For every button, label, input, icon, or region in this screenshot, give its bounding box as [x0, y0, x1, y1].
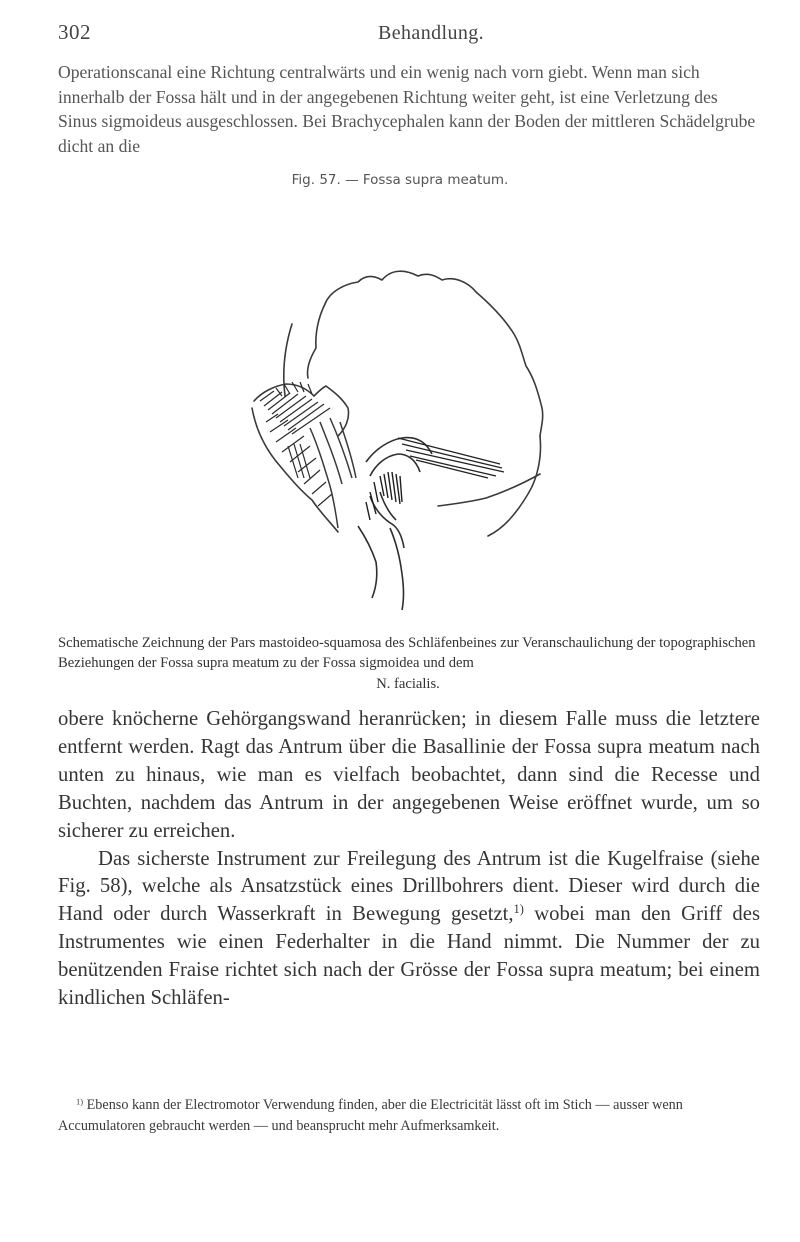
footnote-reference: 1): [513, 902, 524, 917]
zygoma-hatch: [398, 438, 504, 478]
zygomatic-line: [438, 474, 540, 506]
figure-title: Fig. 57. — Fossa supra meatum.: [291, 172, 509, 188]
squama-left-edge: [307, 304, 325, 378]
facial-nerve-hatch: [366, 472, 402, 520]
figure-caption: [58, 633, 758, 694]
figure-illustration: [170, 196, 640, 636]
page-header: [58, 20, 748, 54]
body-paragraph-2: [58, 846, 760, 1013]
body-paragraph-2-part1: Das sicherste Instrument zur Freilegung des Antrum ist die Kugelfraise (siehe Fig. 58), welche als Ansatzstück eines Drillbohrers dient. Dieser wird durch die Hand oder durch Wasserkraft in Bewegung gesetzt,: [58, 847, 760, 926]
squama-contour: [325, 271, 543, 436]
mastoid-hatching: [260, 391, 332, 506]
right-lower-edge: [488, 436, 541, 536]
footnote-marker: 1): [76, 1096, 84, 1107]
footnote-text: Ebenso kann der Electromotor Verwendung finden, aber die Electricität lässt oft im Stich — ausser wenn Accumulatoren gebraucht werden — und beansprucht mehr Aufmerksamkeit.: [58, 1097, 683, 1134]
figure-caption-text: Schematische Zeichnung der Pars mastoideo-squamosa des Schläfenbeines zur Veranschaulichung der topographischen Beziehungen der Fossa supra meatum zu der Fossa sigmoidea und dem: [58, 635, 756, 672]
paragraph-top: Operationscanal eine Richtung centralwärts und ein wenig nach vorn giebt. Wenn man sich innerhalb der Fossa hält und in der angegebenen Richtung weiter geht, ist eine Verletzung des Sinus sigmoideus ausgeschlossen. Bei Brachycephalen kann der Boden der mittleren Schädelgrube dicht an die: [58, 62, 756, 157]
meatus-region: [358, 438, 432, 610]
page-number: 302: [58, 20, 91, 44]
body-paragraph-2-part2: wobei man den Griff des Instrumentes wie einen Federhalter in die Hand nimmt. Die Nummer der zu benützenden Fraise richtet sich nach der Grösse der Fossa supra meatum; bei einem kindlichen Schläfen-: [58, 903, 760, 1010]
footnote: [58, 1095, 760, 1137]
body-text: [58, 706, 760, 1013]
body-paragraph-1: obere knöcherne Gehörgangswand heranrücken; in diesem Falle muss die letztere entfernt werden. Ragt das Antrum über die Basallinie der Fossa supra meatum nach unten zu hinaus, wie man es vielfach beobachtet, dann sind die Recesse und Buchten, nachdem das Antrum in der angegebenen Weise eröffnet wurde, um so sicherer zu erreichen.: [58, 708, 760, 842]
running-head: Behandlung.: [378, 22, 485, 44]
figure-caption-end: N. facialis.: [376, 675, 440, 692]
